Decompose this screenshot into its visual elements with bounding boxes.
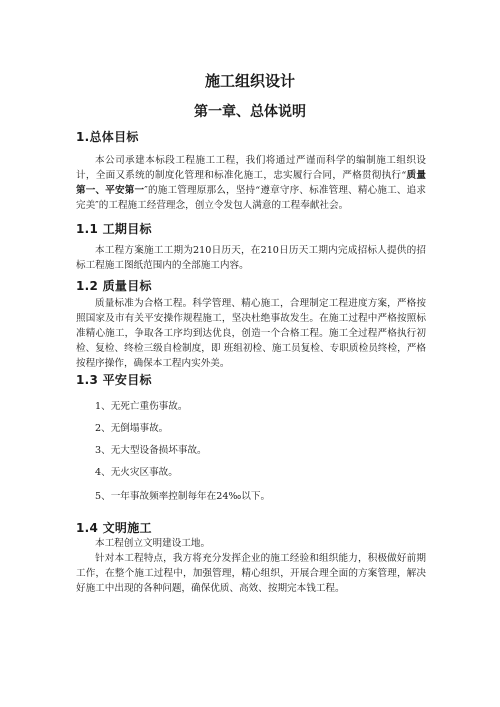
document-title: 施工组织设计 <box>204 72 295 90</box>
overall-goal-bold-text: 质量第一、平安第一 <box>76 170 427 196</box>
section-heading-quality: 1.2 质量目标 <box>76 279 152 293</box>
safety-list-item: 5、一年事故频率控制每年在24‰以下。 <box>95 491 271 502</box>
overall-goal-text-a: 本公司承建本标段工程施工工程，我们将通过严谨而科学的编制施工组织设计，全面又系统的制度化管理和标准化施工，忠实履行合同，严格贯彻执行“ <box>76 155 426 181</box>
chapter-title: 第一章、总体说明 <box>194 104 306 120</box>
safety-list-item: 4、无火灾区事故。 <box>95 467 178 478</box>
quality-paragraph: 质量标准为合格工程。科学管理、精心施工，合理制定工程进度方案，严格按照国家及市有关平安操作规程施工，坚决杜绝事故发生。在施工过程中严格按照标准精心施工，争取各工序均到达优良，创造一个合格工程。施工全过程严格执行初检、复检、终检三级自检制度，即 班组初检、施工员复检、专职质检员终检，严格按程序操作，确保本工程内实外美。 <box>76 298 426 369</box>
safety-list-item: 1、无死亡重伤事故。 <box>95 401 188 412</box>
section-heading-civilized-construction: 1.4 文明施工 <box>76 521 152 535</box>
section-heading-overall-goal: 1.总体目标 <box>76 130 139 144</box>
safety-list-item: 2、无倒塌事故。 <box>95 423 169 434</box>
safety-list-item: 3、无大型设备损坏事故。 <box>95 445 207 456</box>
overall-goal-paragraph <box>76 153 426 213</box>
section-heading-schedule: 1.1 工期目标 <box>76 222 152 236</box>
overall-goal-text-b: ″的施工管理原那么，坚持“遵章守序、标准管理、精心施工、追求完美″的工程施工经营理念，创立令发包人满意的工程奉献社会。 <box>76 185 427 211</box>
schedule-paragraph: 本工程方案施工工期为210日历天，在210日历天工期内完成招标人提供的招标工程施工图纸范围内的全部施工内容。 <box>76 245 426 271</box>
civilized-paragraph-1: 本工程创立文明建设工地。 <box>95 538 211 549</box>
section-heading-safety: 1.3 平安目标 <box>76 373 152 387</box>
civilized-paragraph-2: 针对本工程特点，我方将充分发挥企业的施工经验和组织能力，积极做好前期工作，在整个施工过程中，加强管理，精心组织，开展合理全面的方案管理，解决好施工中出现的各种问题，确保优质、高效、按期完本钱工程。 <box>76 553 426 594</box>
